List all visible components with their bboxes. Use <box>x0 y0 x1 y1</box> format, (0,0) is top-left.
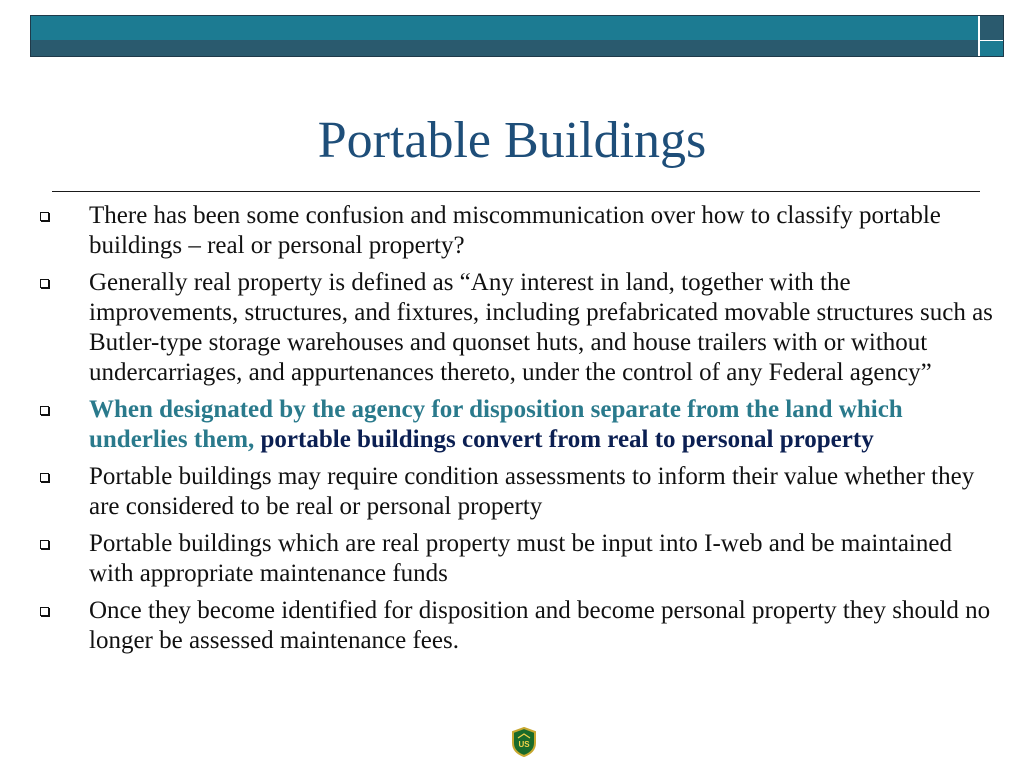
bullet-list <box>0 201 1024 663</box>
header-bar-teal <box>31 16 978 40</box>
bullet-text-emphasis: portable buildings convert from real to personal property <box>260 426 874 453</box>
header-corner-square-bottom <box>980 41 1003 56</box>
bullet-text: There has been some confusion and miscommunication over how to classify portable buildings – real or personal property? <box>89 202 941 259</box>
square-bullet-icon <box>40 473 49 482</box>
bullet-text-highlight: When designated by the agency for disposition separate from the land which underlies them, <box>89 396 903 453</box>
bullet-text: Once they become identified for disposition and become personal property they should no longer be assessed maintenance fees. <box>89 597 991 654</box>
logo-text: US <box>518 740 530 749</box>
bullet-text: Generally real property is defined as “Any interest in land, together with the improvements, structures, and fixtures, including prefabricated movable structures such as Butler-type storage warehouses and quonset huts, and house trailers with or without undercarriages, and appurtenances thereto, under the control of any Federal agency” <box>89 269 993 386</box>
bullet-item-3 <box>0 395 1024 455</box>
square-bullet-icon <box>40 406 49 415</box>
usfs-shield-logo <box>511 727 537 757</box>
header-bar-dark-strip <box>31 40 978 56</box>
bullet-item-4 <box>0 462 1024 522</box>
bullet-text: Portable buildings may require condition assessments to inform their value whether they are considered to be real or personal property <box>89 463 975 520</box>
square-bullet-icon <box>40 540 49 549</box>
square-bullet-icon <box>40 279 49 288</box>
square-bullet-icon <box>40 212 49 221</box>
header-corner-square-top <box>980 16 1003 40</box>
bullet-item-5 <box>0 529 1024 589</box>
title-divider <box>52 191 980 192</box>
bullet-item-1 <box>0 201 1024 261</box>
bullet-item-2 <box>0 268 1024 388</box>
square-bullet-icon <box>40 607 49 616</box>
bullet-item-6 <box>0 596 1024 656</box>
slide-title: Portable Buildings <box>317 112 707 169</box>
bullet-text: Portable buildings which are real property must be input into I-web and be maintained with appropriate maintenance funds <box>89 530 952 587</box>
